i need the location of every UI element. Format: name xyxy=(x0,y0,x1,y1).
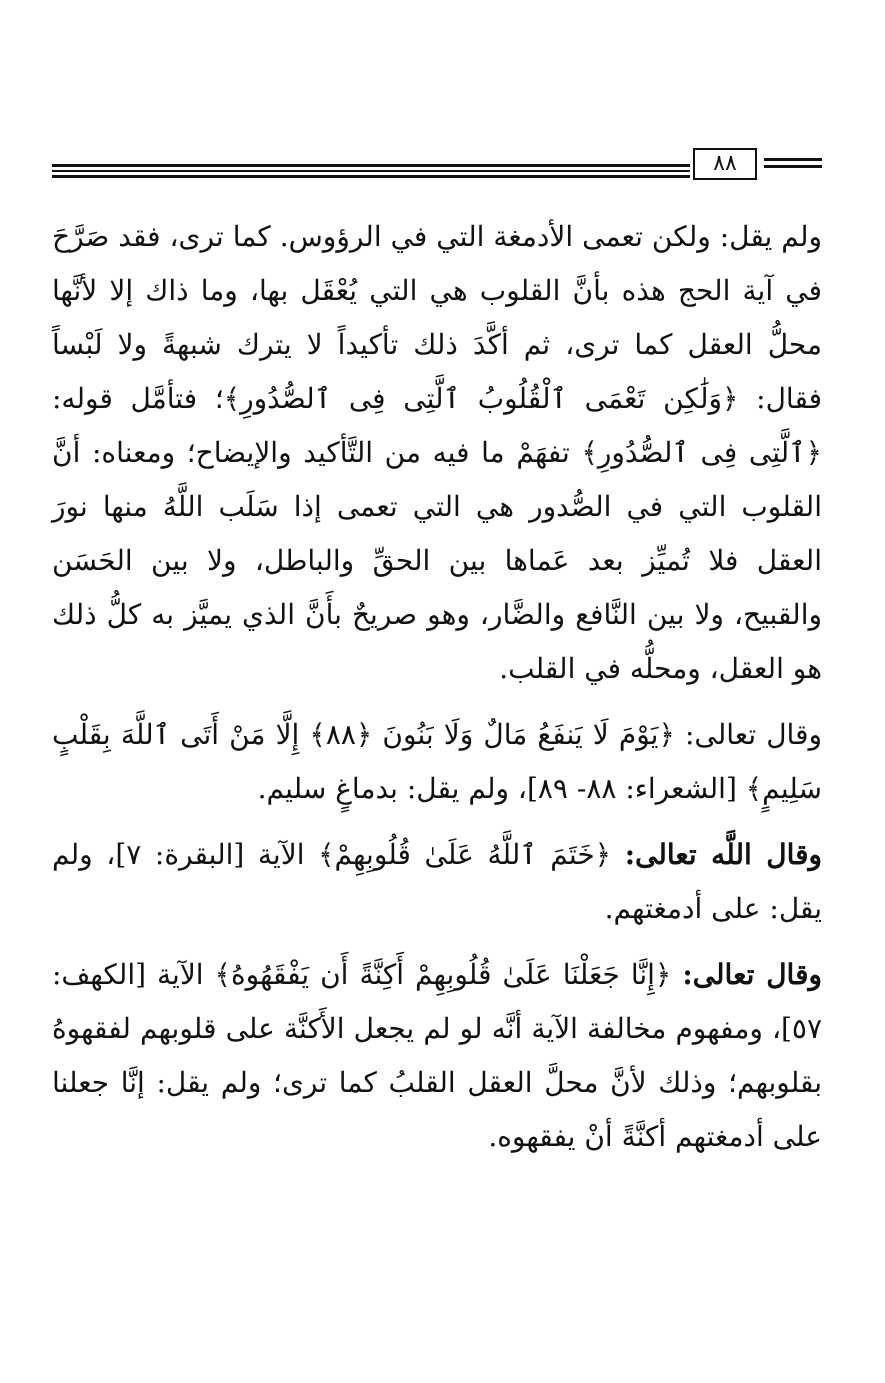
header-rule-short xyxy=(764,158,822,170)
paragraph-3-lead: وقال اللَّه تعالى: xyxy=(624,838,822,871)
paragraph-1: ولم يقل: ولكن تعمى الأدمغة التي في الرؤوس. كما ترى، فقد صَرَّحَ في آية الحج هذه بأنَّ القلوب هي التي يُعْقَل بها، وما ذاك إلا لأنَّها محلُّ العقل كما ترى، ثم أكَّدَ ذلك تأكيداً لا يترك شبهةً ولا لَبْساً فقال: ﴿وَلَٰكِن تَعْمَى ٱلْقُلُوبُ ٱلَّتِى فِى ٱلصُّدُورِ﴾؛ فتأمَّل قوله: ﴿ٱلَّتِى فِى ٱلصُّدُورِ﴾ تفهَمْ ما فيه من التَّأكيد والإيضاح؛ ومعناه: أنَّ القلوب التي في الصُّدور هي التي تعمى إذا سَلَب اللَّهُ منها نورَ العقل فلا تُميِّز بعد عَماها بين الحقِّ والباطل، ولا بين الحَسَن والقبيح، ولا بين النَّافع والضَّار، وهو صريحٌ بأَنَّ الذي يميَّز به كلُّ ذلك هو العقل، ومحلُّه في القلب. xyxy=(52,220,822,685)
paragraph-3-text: ﴿خَتَمَ ٱللَّهُ عَلَىٰ قُلُوبِهِمْ﴾ الآية [البقرة: ٧]، ولم يقل: على أدمغتهم. xyxy=(52,838,822,925)
header-rule-long xyxy=(52,164,690,178)
page-header xyxy=(52,148,822,184)
paragraph-4-lead: وقال تعالى: xyxy=(682,958,822,991)
page-body xyxy=(52,210,822,1164)
page-number: ٨٨ xyxy=(693,148,757,180)
paragraph-4-text: ﴿إِنَّا جَعَلْنَا عَلَىٰ قُلُوبِهِمْ أَكِنَّةً أَن يَفْقَهُوهُ﴾ الآية [الكهف: ٥٧]، ومفهوم مخالفة الآية أنَّه لو لم يجعل الأَكنَّة على قلوبهم لفقهوهُ بقلوبهم؛ وذلك لأنَّ محلَّ العقل القلبُ كما ترى؛ ولم يقل: إنَّا جعلنا على أدمغتهم أكنَّةً أنْ يفقهوه. xyxy=(52,958,822,1153)
paragraph-2: وقال تعالى: ﴿يَوْمَ لَا يَنفَعُ مَالٌ وَلَا بَنُونَ ﴿٨٨﴾ إِلَّا مَنْ أَتَى ٱللَّهَ بِقَلْبٍ سَلِيمٍ﴾ [الشعراء: ٨٨- ٨٩]، ولم يقل: بدماغٍ سليم. xyxy=(52,718,822,805)
paragraph-3 xyxy=(52,828,822,936)
paragraph-4 xyxy=(52,948,822,1164)
